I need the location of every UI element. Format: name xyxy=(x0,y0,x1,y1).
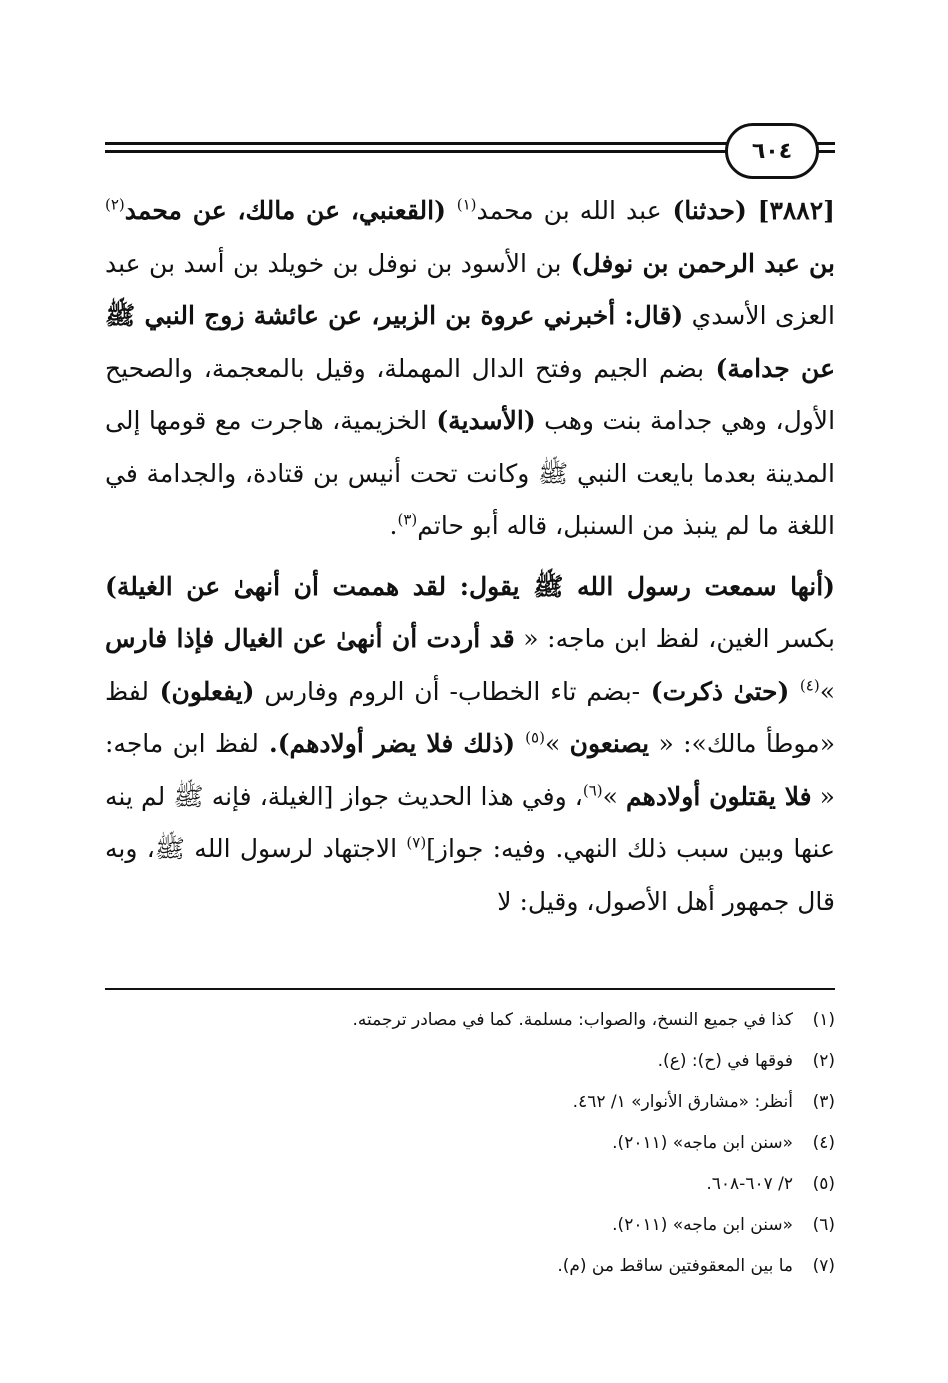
commentary-text: لفظ «موطأ مالك»: « xyxy=(105,676,835,758)
hadith-text: قد أردت أن أنهىٰ عن الغيال فإذا فارس xyxy=(105,624,515,653)
commentary-text: . xyxy=(389,511,398,540)
footnote-text: فوقها في (ح): (ع). xyxy=(657,1051,793,1071)
commentary-text: بن الأسود بن نوفل بن خويلد بن أسد بن عبد العزى الأسدي xyxy=(105,248,835,330)
hadith-text: (أنها سمعت رسول الله ﷺ يقول: لقد هممت أن أنهىٰ عن الغيلة) xyxy=(105,571,835,601)
footnote-text: «سنن ابن ماجه» (٢٠١١). xyxy=(612,1215,793,1235)
page-number-badge xyxy=(725,123,819,179)
footnote-reference: (٣) xyxy=(397,510,418,529)
footnote-item xyxy=(105,1041,835,1082)
paragraph xyxy=(105,561,835,929)
footnote-number: (٦) xyxy=(812,1215,835,1235)
footnote-number: (٢) xyxy=(812,1051,835,1071)
footnote-item xyxy=(105,1082,835,1123)
hadith-text: يصنعون xyxy=(569,729,650,758)
commentary-text: الاجتهاد لرسول الله ﷺ، وبه قال جمهور أهل الأصول، وقيل: لا xyxy=(105,834,835,916)
hadith-text: فلا يقتلون أولادهم xyxy=(626,781,812,811)
commentary-text: » xyxy=(544,729,570,758)
footnote-separator xyxy=(105,988,835,990)
footnote-item xyxy=(105,1123,835,1164)
footnote-text: أنظر: «مشارق الأنوار» ١/ ٤٦٢. xyxy=(572,1092,793,1112)
hadith-text: (حتىٰ ذكرت) xyxy=(640,676,800,706)
footnote-item xyxy=(105,1164,835,1205)
commentary-text: ، وفي هذا الحديث جواز [الغيلة، فإنه ﷺ لم ينه عنها وبين سبب ذلك النهي. وفيه: جواز] xyxy=(105,781,836,863)
footnote-reference: (٢) xyxy=(105,195,125,214)
commentary-text: لفظ ابن ماجه: « xyxy=(105,729,835,811)
footnote-item xyxy=(105,1246,835,1287)
footnote-item xyxy=(105,1000,835,1041)
hadith-text: (يفعلون) xyxy=(149,676,255,706)
footnotes xyxy=(105,1000,835,1287)
page-number: ٦٠٤ xyxy=(751,138,793,164)
hadith-text: (قال: أخبرني عروة بن الزبير، عن عائشة زوج النبي ﷺ عن جدامة) xyxy=(105,301,835,383)
page-header xyxy=(105,118,835,178)
footnote-item xyxy=(105,1205,835,1246)
footnote-text: ما بين المعقوفتين ساقط من (م). xyxy=(557,1256,793,1276)
footnote-text: ٢/ ٦٠٧-٦٠٨. xyxy=(706,1174,793,1194)
hadith-text: [٣٨٨٢] (حدثنا) xyxy=(661,196,836,225)
commentary-text: » xyxy=(602,781,627,811)
footnote-reference: (٧) xyxy=(406,833,427,852)
commentary-text: -بضم تاء الخطاب- أن الروم وفارس xyxy=(254,676,641,706)
hadith-text: (ذلك فلا يضر أولادهم). xyxy=(258,729,526,758)
commentary-text: عبد الله بن محمد xyxy=(476,196,662,225)
footnote-number: (٤) xyxy=(812,1133,835,1153)
footnote-text: كذا في جميع النسخ، والصواب: مسلمة. كما في مصادر ترجمته. xyxy=(352,1010,793,1030)
footnote-reference: (١) xyxy=(456,195,477,214)
commentary-text: بضم الجيم وفتح الدال المهملة، وقيل بالمعجمة، والصحيح الأول، وهي جدامة بنت وهب xyxy=(105,353,836,435)
footnote-number: (٣) xyxy=(812,1092,835,1112)
hadith-text: (الأسدية) xyxy=(427,406,536,435)
footnote-reference: (٦) xyxy=(582,781,603,800)
main-text xyxy=(105,185,835,928)
footnote-reference: (٥) xyxy=(525,728,545,747)
footnote-text: «سنن ابن ماجه» (٢٠١١). xyxy=(612,1133,793,1153)
footnote-number: (٥) xyxy=(812,1174,835,1194)
footnote-reference: (٤) xyxy=(799,676,820,695)
commentary-text: بكسر الغين، لفظ ابن ماجه: « xyxy=(514,624,835,653)
commentary-text: » xyxy=(819,676,835,706)
hadith-text: (القعنبي، عن مالك، عن محمد xyxy=(124,196,457,225)
footnote-number: (٧) xyxy=(812,1256,835,1276)
paragraph xyxy=(105,185,835,553)
commentary-text: الخزيمية، هاجرت مع قومها إلى المدينة بعدما بايعت النبي ﷺ وكانت تحت أنيس بن قتادة، والجدامة في اللغة ما لم ينبذ من السنبل، قاله أبو حاتم xyxy=(105,406,835,540)
hadith-text: بن عبد الرحمن بن نوفل) xyxy=(561,248,835,278)
footnote-number: (١) xyxy=(812,1010,835,1030)
